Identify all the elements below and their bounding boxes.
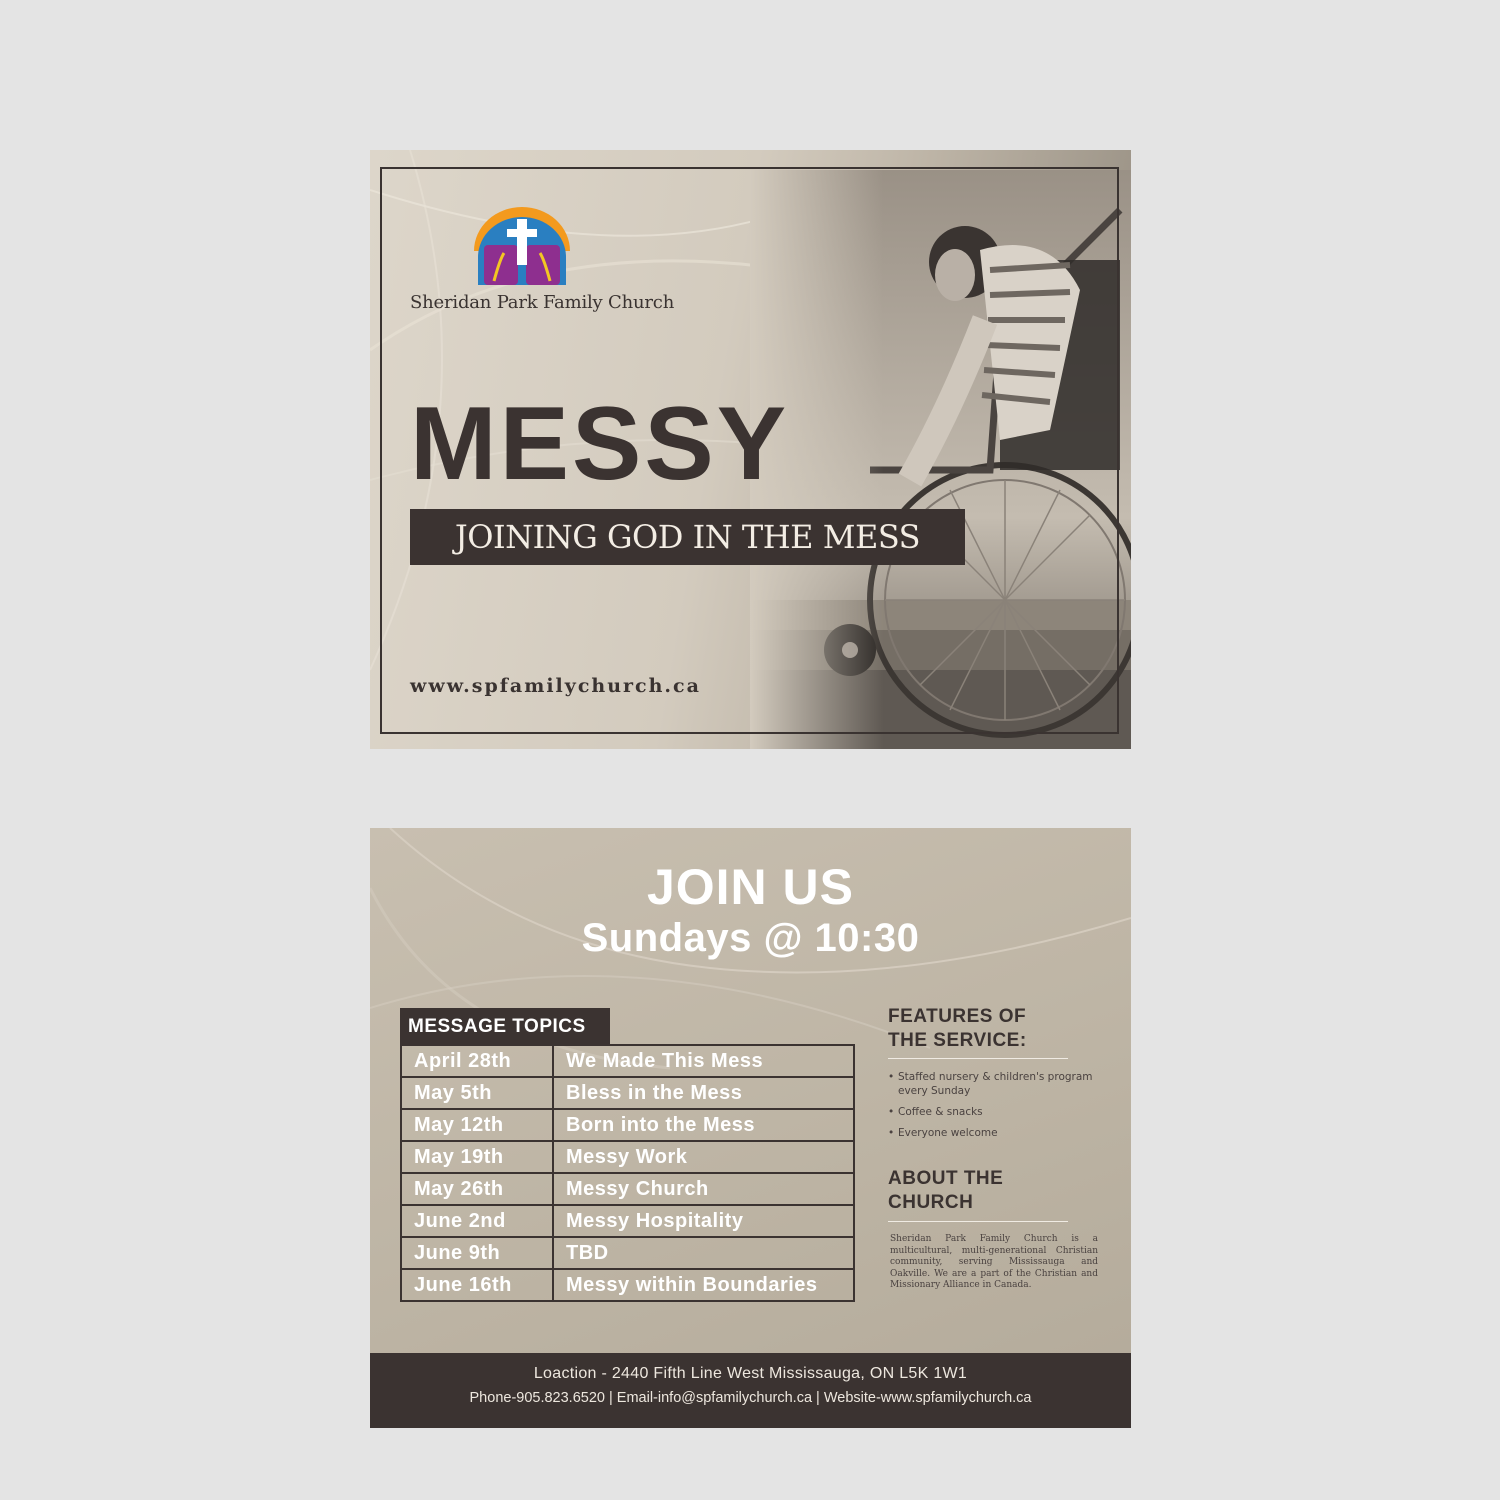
list-item: • Everyone welcome — [888, 1126, 1103, 1140]
message-topics-heading: MESSAGE TOPICS — [400, 1008, 610, 1044]
divider — [888, 1058, 1068, 1059]
topic-title: We Made This Mess — [553, 1045, 854, 1077]
table-row — [401, 1141, 854, 1173]
topic-date: June 16th — [401, 1269, 553, 1301]
table-row — [401, 1045, 854, 1077]
table-row — [401, 1077, 854, 1109]
join-us-heading: JOIN US — [646, 859, 855, 915]
topic-title: Messy within Boundaries — [553, 1269, 854, 1301]
topic-date: June 2nd — [401, 1205, 553, 1237]
service-time: Sundays @ 10:30 — [581, 916, 920, 960]
table-row — [401, 1269, 854, 1301]
postcard-back — [370, 828, 1131, 1428]
table-row — [401, 1237, 854, 1269]
subtitle-banner — [410, 509, 965, 565]
topic-title: Messy Hospitality — [553, 1205, 854, 1237]
topic-title: Messy Church — [553, 1173, 854, 1205]
topic-title: Bless in the Mess — [553, 1077, 854, 1109]
topic-title: Born into the Mess — [553, 1109, 854, 1141]
table-row — [401, 1205, 854, 1237]
topic-title: Messy Work — [553, 1141, 854, 1173]
features-heading-line2: THE SERVICE: — [888, 1030, 1027, 1051]
about-heading-line1: ABOUT THE — [888, 1168, 1004, 1189]
topic-date: May 19th — [401, 1141, 553, 1173]
church-name: Sheridan Park Family Church — [410, 292, 675, 313]
church-logo-icon — [470, 205, 574, 285]
contact-footer — [370, 1353, 1131, 1428]
series-subtitle: JOINING GOD IN THE MESS — [454, 518, 921, 556]
contact-line: Phone-905.823.6520 | Email-info@spfamilychurch.ca | Website-www.spfamilychurch.ca — [469, 1390, 1032, 1406]
postcard-front — [370, 150, 1131, 749]
topic-date: June 9th — [401, 1237, 553, 1269]
location-line: Loaction - 2440 Fifth Line West Mississauga, ON L5K 1W1 — [533, 1365, 968, 1382]
message-topics-table — [400, 1044, 855, 1302]
website-url[interactable]: www.spfamilychurch.ca — [410, 675, 701, 697]
list-item: • Coffee & snacks — [888, 1105, 1103, 1119]
list-item: • Staffed nursery & children's program every Sunday — [888, 1070, 1103, 1098]
topic-date: May 26th — [401, 1173, 553, 1205]
table-row — [401, 1173, 854, 1205]
features-heading-line1: FEATURES OF — [888, 1006, 1027, 1027]
about-text: Sheridan Park Family Church is a multicultural, multi-generational Christian community, serving Mississauga and Oakville. We are a part of the Christian and Missionary Alliance in Canada. — [890, 1234, 1098, 1290]
series-title: MESSY — [410, 386, 790, 502]
topic-date: May 5th — [401, 1077, 553, 1109]
topic-title: TBD — [553, 1237, 854, 1269]
table-row — [401, 1109, 854, 1141]
divider — [888, 1221, 1068, 1222]
topic-date: April 28th — [401, 1045, 553, 1077]
features-list — [888, 1070, 1103, 1147]
topic-date: May 12th — [401, 1109, 553, 1141]
about-heading-line2: CHURCH — [888, 1192, 974, 1213]
